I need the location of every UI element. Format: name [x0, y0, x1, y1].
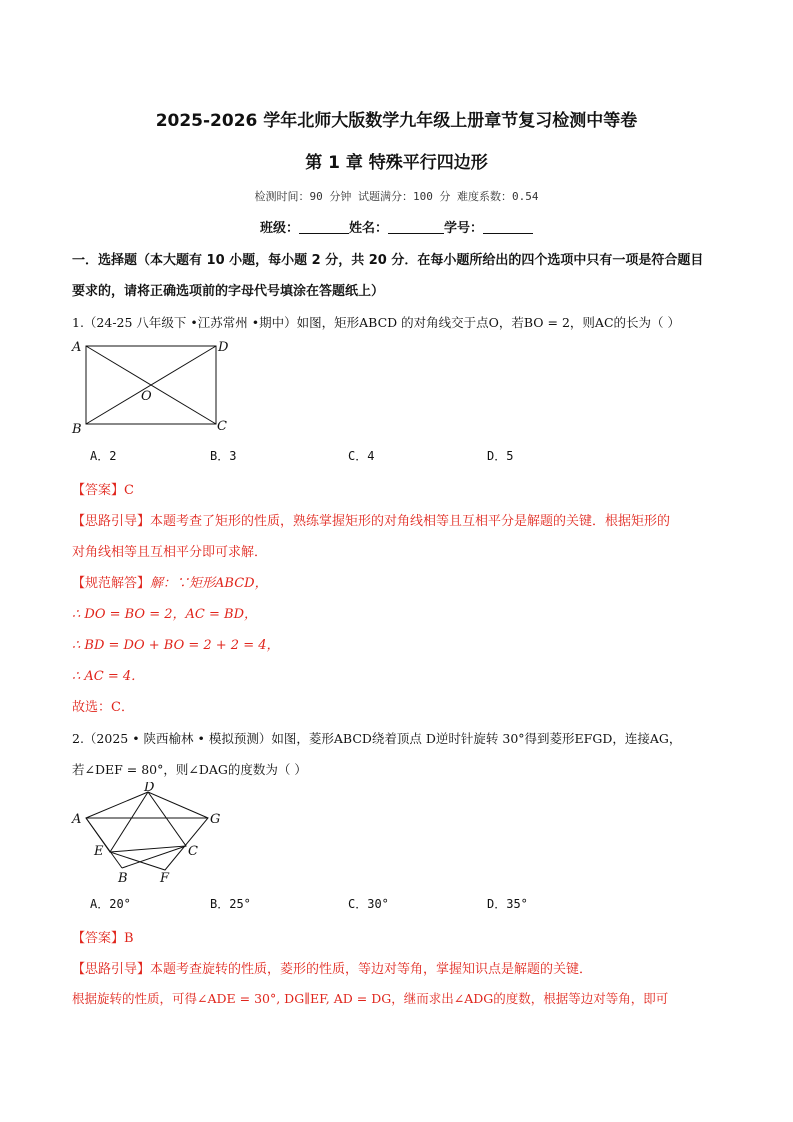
- name-label: 姓名：: [348, 221, 388, 236]
- q1-guide-line1: 【思路引导】本题考查了矩形的性质，熟练掌握矩形的对角线相等且互相平分是解题的关键．根据矩形的: [72, 514, 671, 529]
- q1-option-d[interactable]: D．5: [487, 449, 514, 463]
- q1-rectangle-figure: [68, 338, 238, 438]
- q2-rhombus-figure: [68, 782, 233, 887]
- q2-option-a[interactable]: A．20°: [90, 897, 131, 911]
- side-bc: [122, 846, 186, 868]
- name-blank[interactable]: [388, 221, 444, 234]
- solution-intro: 解：∵矩形ABCD，: [150, 576, 268, 591]
- q2-guide: 【思路引导】本题考查旋转的性质，菱形的性质，等边对等角，掌握知识点是解题的关键．: [72, 962, 593, 977]
- class-blank[interactable]: [299, 221, 349, 234]
- q1-option-b[interactable]: B．3: [210, 449, 237, 463]
- q2-option-c[interactable]: C．30°: [348, 897, 389, 911]
- label-d2: D: [144, 782, 155, 795]
- label-o: O: [141, 389, 152, 404]
- q1-step-1: ∴ DO = BO = 2，AC = BD，: [72, 607, 257, 622]
- q1-option-c[interactable]: C．4: [348, 449, 375, 463]
- id-blank[interactable]: [483, 221, 533, 234]
- label-f: F: [160, 871, 170, 886]
- q2-answer: 【答案】B: [72, 931, 134, 946]
- label-g: G: [210, 812, 221, 827]
- q1-step-2: ∴ BD = DO + BO = 2 + 2 = 4，: [72, 638, 280, 653]
- exam-meta: 检测时间：90 分钟 试题满分：100 分 难度系数：0.54: [254, 190, 539, 203]
- student-info: [0, 217, 793, 236]
- solution-tag: 【规范解答】: [72, 576, 151, 591]
- section-heading-line1: 一．选择题（本大题有 10 小题，每小题 2 分，共 20 分．在每小题所给出的四个选项中只有一项是符合题目: [72, 253, 704, 268]
- label-c: C: [217, 419, 227, 434]
- label-d: D: [218, 340, 229, 355]
- q1-solution-head: [72, 572, 268, 591]
- label-e: E: [94, 844, 104, 859]
- chapter-title: 第 1 章 特殊平行四边形: [305, 153, 488, 173]
- q1-stem: 1.（24-25 八年级下 •江苏常州 •期中）如图，矩形ABCD 的对角线交于点O，若BO = 2，则AC的长为（ ）: [72, 315, 680, 330]
- q2-analysis: 根据旋转的性质，可得∠ADE = 30°, DG∥EF, AD = DG，继而求出∠ADG的度数，根据等边对等角，即可: [72, 991, 669, 1006]
- q2-option-d[interactable]: D．35°: [487, 897, 528, 911]
- section-heading-line2: 要求的，请将正确选项前的字母代号填涂在答题纸上）: [72, 284, 385, 299]
- q1-guide-line2: 对角线相等且互相平分即可求解．: [72, 545, 268, 560]
- q2-stem-line1: 2.（2025 • 陕西榆林 • 模拟预测）如图，菱形ABCD绕着顶点 D逆时针旋转 30°得到菱形EFGD，连接AG，: [72, 731, 682, 746]
- q1-step-4: 故选：C．: [72, 700, 134, 715]
- rhombus-abcd-upper: [86, 792, 186, 852]
- side-ab: [86, 818, 122, 868]
- q1-option-a[interactable]: A．2: [90, 449, 117, 463]
- id-label: 学号：: [444, 221, 484, 236]
- label-b2: B: [118, 871, 128, 886]
- class-label: 班级：: [259, 221, 299, 236]
- q1-step-3: ∴ AC = 4．: [72, 669, 145, 684]
- document-title: 2025-2026 学年北师大版数学九年级上册章节复习检测中等卷: [155, 111, 638, 131]
- q2-stem-line2: 若∠DEF = 80°，则∠DAG的度数为（ ）: [72, 762, 307, 777]
- label-b: B: [72, 422, 82, 437]
- label-a2: A: [72, 812, 82, 827]
- label-c2: C: [188, 844, 198, 859]
- q2-option-b[interactable]: B．25°: [210, 897, 251, 911]
- label-a: A: [72, 340, 82, 355]
- q1-answer: 【答案】C: [72, 483, 134, 498]
